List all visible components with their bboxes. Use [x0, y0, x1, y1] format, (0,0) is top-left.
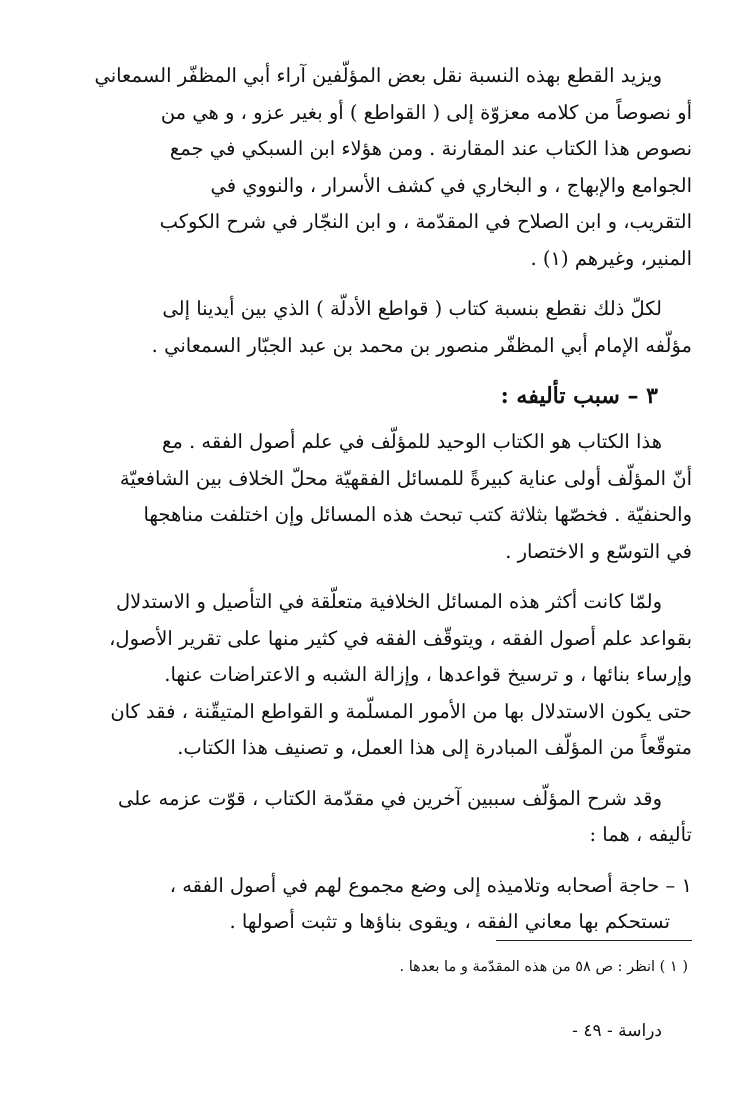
footnote-divider — [496, 940, 692, 941]
paragraph-conclusion — [70, 291, 692, 364]
page-number: دراسة - ٤٩ - — [572, 1021, 662, 1041]
text-line: بقواعد علم أصول الفقه ، ويتوقّف الفقه في كثير منها على تقرير الأصول، — [109, 626, 692, 650]
text-line: ولمّا كانت أكثر هذه المسائل الخلافية متعلّقة في التأصيل و الاستدلال — [115, 590, 662, 613]
text-line: تأليفه ، هما : — [589, 823, 692, 846]
text-line: وإرساء بنائها ، و ترسيخ قواعدها ، وإزالة الشبه و الاعتراضات عنها. — [164, 663, 692, 686]
text-line: التقريب، و ابن الصلاح في المقدّمة ، و ابن النجّار في شرح الكوكب — [159, 210, 692, 233]
paragraph-only-book — [70, 424, 692, 570]
list-item — [70, 868, 692, 941]
paragraph-attribution-evidence — [70, 58, 692, 277]
text-line: ويزيد القطع بهذه النسبة نقل بعض المؤلّفين آراء أبي المظفّر السمعاني — [94, 64, 662, 87]
text-line: وقد شرح المؤلّف سببين آخرين في مقدّمة الكتاب ، قوّت عزمه على — [117, 786, 662, 810]
footnote: ( ١ ) انظر : ص ٥٨ من هذه المقدّمة و ما بعدها . — [399, 959, 688, 975]
text-line: الجوامع والإبهاج ، و البخاري في كشف الأسرار ، والنووي في — [210, 173, 692, 197]
text-line: حتى يكون الاستدلال بها من الأمور المسلّمة و القواطع المتيقّنة ، فقد كان — [110, 699, 692, 723]
text-line: لكلّ ذلك نقطع بنسبة كتاب ( قواطع الأدلّة ) الذي بين أيدينا إلى — [162, 297, 662, 320]
text-line: والحنفيّة . فخصّها بثلاثة كتب تبحث هذه المسائل وإن اختلفت مناهجها — [143, 503, 692, 526]
text-line: المنير، وغيرهم (١) . — [530, 246, 692, 270]
text-line: ١ – حاجة أصحابه وتلاميذه إلى وضع مجموع لهم في أصول الفقه ، — [169, 873, 692, 897]
text-line: في التوسّع و الاختصار . — [505, 539, 692, 563]
text-line: أنّ المؤلّف أولى عناية كبيرةً للمسائل الفقهيّة محلّ الخلاف بين الشافعيّة — [119, 466, 692, 490]
text-line: أو نصوصاً من كلامه معزوّة إلى ( القواطع ) أو بغير عزو ، و هي من — [160, 100, 692, 124]
paragraph-motivation — [70, 584, 692, 767]
body-text — [70, 58, 692, 941]
text-line: متوقّعاً من المؤلّف المبادرة إلى هذا العمل، و تصنيف هذا الكتاب. — [177, 736, 692, 759]
section-heading: ٣ – سبب تأليفه : — [500, 383, 658, 409]
paragraph-two-reasons — [70, 781, 692, 854]
text-line: هذا الكتاب هو الكتاب الوحيد للمؤلّف في علم أصول الفقه . مع — [161, 430, 662, 453]
text-line: مؤلّفه الإمام أبي المظفّر منصور بن محمد بن عبد الجبّار السمعاني . — [151, 333, 692, 357]
text-line: نصوص هذا الكتاب عند المقارنة . ومن هؤلاء ابن السبكي في جمع — [169, 137, 692, 160]
text-line: تستحكم بها معاني الفقه ، ويقوى بناؤها و تثبت أصولها . — [229, 910, 670, 933]
